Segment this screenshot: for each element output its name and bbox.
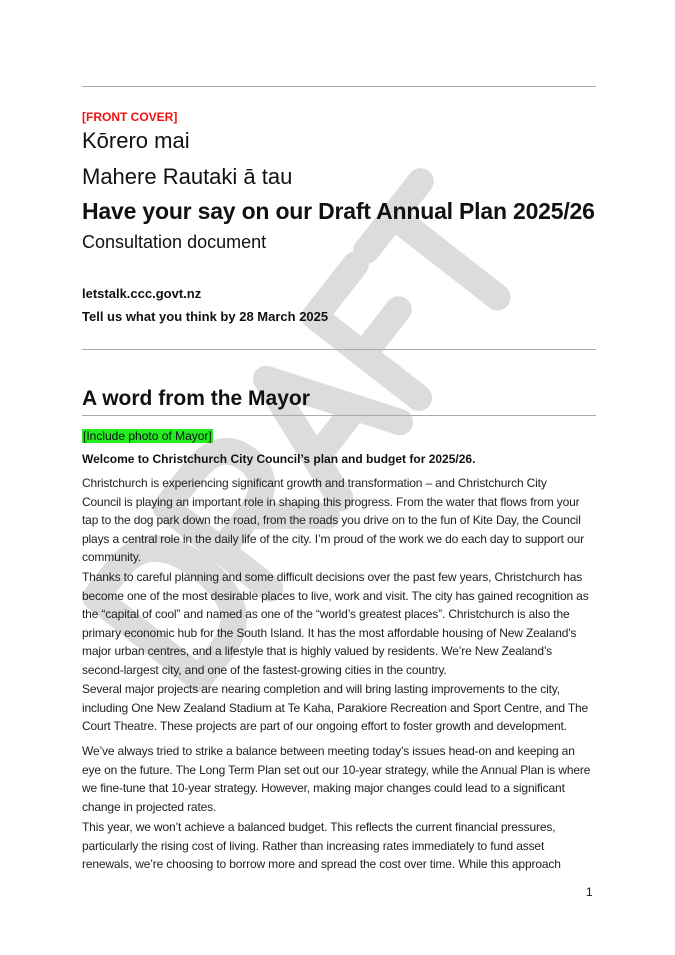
text-line: community. <box>82 550 141 564</box>
text-line: major urban centres, and a lifestyle that is highly valued by residents. We’re New Zealand’s <box>82 644 553 658</box>
paragraph <box>82 568 589 679</box>
photo-placeholder-note <box>82 427 213 445</box>
text-line: Christchurch is experiencing significant growth and transformation – and Christchurch City <box>82 476 547 490</box>
watermark-letter-f <box>315 265 460 398</box>
text-line: plays a central role in the daily life of the city. I’m proud of the work we do each day to support our <box>82 531 584 546</box>
maori-subtitle: Mahere Rautaki ā tau <box>82 164 293 189</box>
paragraph <box>82 680 588 736</box>
divider <box>82 86 596 87</box>
text-line: primary economic hub for the South Island. It has the most affordable housing of New Zealand's <box>82 625 577 640</box>
text-line: the “capital of cool” and named as one of the “world’s greatest places”. Christchurch is also the <box>82 607 570 621</box>
text-line: including One New Zealand Stadium at Te Kaha, Parakiore Recreation and Sport Centre, and The <box>82 700 589 715</box>
deadline-text: Tell us what you think by 28 March 2025 <box>82 309 329 324</box>
text-line: eye on the future. The Long Term Plan set out our 10-year strategy, while the Annual Plan is where <box>82 762 591 777</box>
document-title: Have your say on our Draft Annual Plan 2025/26 <box>82 198 595 224</box>
maori-title: Kōrero mai <box>82 128 190 153</box>
text-line: change in projected rates. <box>82 799 217 814</box>
text-line: renewals, we’re choosing to borrow more and spread the cost over time. While this approach <box>82 857 561 871</box>
section-heading: A word from the Mayor <box>82 387 310 410</box>
paragraph <box>82 474 584 567</box>
text-line: we fine-tune that 10-year strategy. However, making major changes could lead to a significant <box>82 781 565 795</box>
text-line: particularly the rising cost of living. Rather than increasing rates immediately to fund asset <box>82 838 545 853</box>
text-line: This year, we won’t achieve a balanced budget. This reflects the current financial pressures, <box>82 820 556 834</box>
text-line: Thanks to careful planning and some difficult decisions over the past few years, Christchurch has <box>82 570 583 584</box>
text-line: Several major projects are nearing completion and will bring lasting improvements to the city, <box>82 682 560 696</box>
website-link[interactable]: letstalk.ccc.govt.nz <box>82 286 202 301</box>
welcome-line: Welcome to Christchurch City Council’s plan and budget for 2025/26. <box>82 452 476 466</box>
page-number: 1 <box>586 885 593 899</box>
heading-underline <box>82 415 596 416</box>
document-subtitle: Consultation document <box>82 232 267 252</box>
text-line: tap to the dog park down the road, from the roads you drive on to the fun of Kite Day, the Council <box>82 513 581 527</box>
front-cover-tag: [FRONT COVER] <box>82 110 178 124</box>
text-line: Court Theatre. These projects are part of our ongoing effort to foster growth and development. <box>82 719 567 733</box>
text-line: Council is playing an important role in shaping this progress. From the water that flows from your <box>82 494 580 509</box>
paragraph <box>82 818 561 874</box>
divider <box>82 349 596 350</box>
text-line: second-largest city, and one of the fastest-growing cities in the country. <box>82 662 447 677</box>
highlighted-note: [Include photo of Mayor] <box>83 429 212 443</box>
text-line: become one of the most desirable places to live, work and visit. The city has gained recognition as <box>82 588 589 603</box>
paragraph <box>82 742 590 816</box>
text-line: We’ve always tried to strike a balance between meeting today’s issues head-on and keeping an <box>82 744 575 758</box>
